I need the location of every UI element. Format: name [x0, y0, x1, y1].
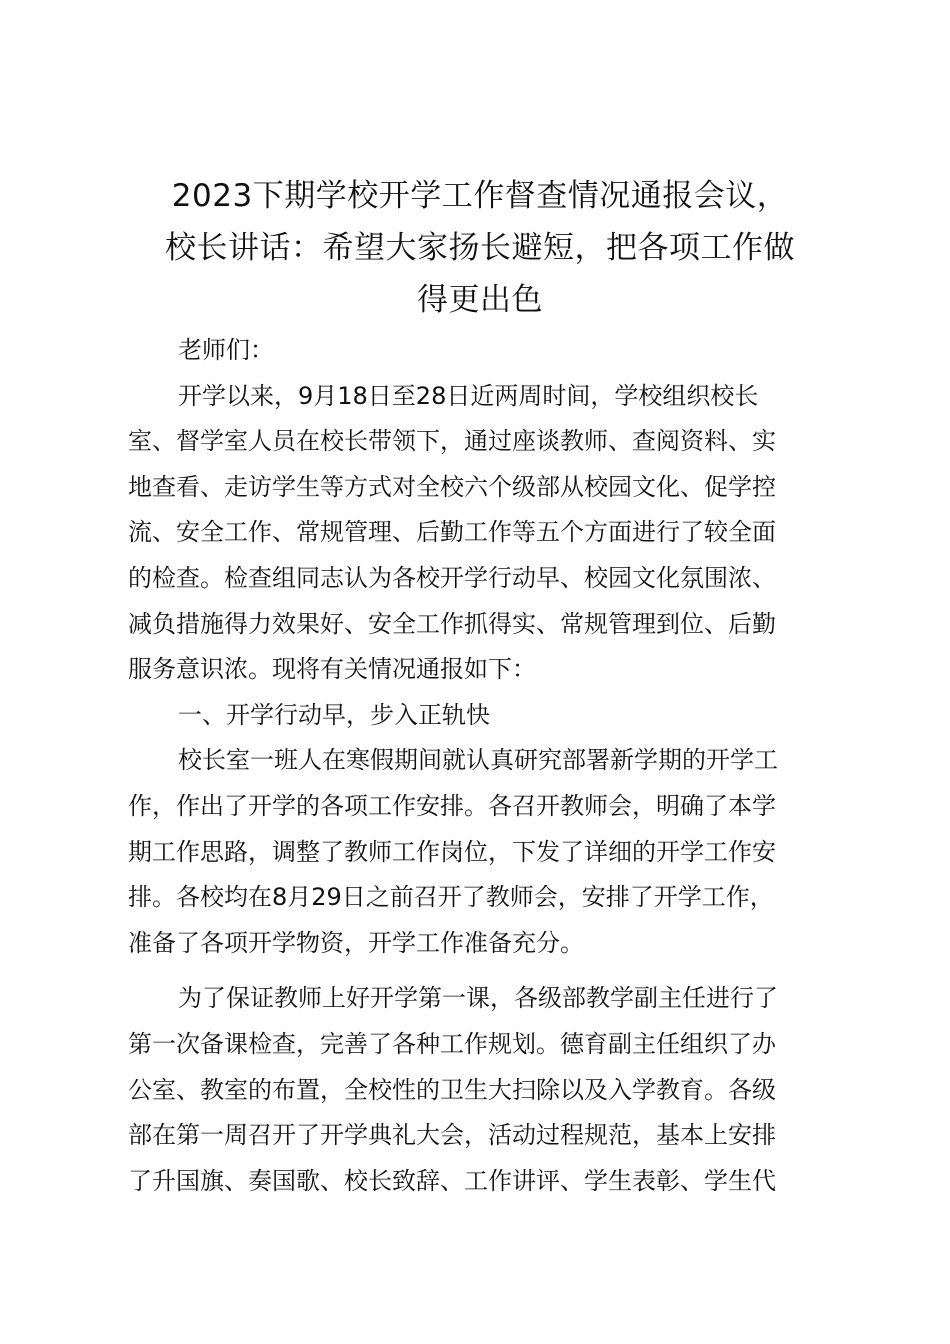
paragraph-line: 服务意识浓。现将有关情况通报如下：: [128, 655, 536, 684]
paragraph-line: 了升国旗、奏国歌、校长致辞、工作讲评、学生表彰、学生代: [128, 1166, 776, 1195]
title-line-1: 2023下期学校开学工作督查情况通报会议，: [171, 178, 789, 214]
paragraph-line: 公室、教室的布置，全校性的卫生大扫除以及入学教育。各级: [128, 1075, 776, 1104]
paragraph-line: 减负措施得力效果好、安全工作抓得实、常规管理到位、后勤: [128, 609, 776, 638]
paragraph-line: 准备了各项开学物资，开学工作准备充分。: [128, 928, 584, 957]
paragraph-line: 排。各校均在8月29日之前召开了教师会，安排了开学工作，: [128, 883, 774, 912]
paragraph-spacer: [128, 966, 848, 976]
paragraph-line: 为了保证教师上好开学第一课，各级部教学副主任进行了: [178, 984, 778, 1013]
document-body: [128, 328, 848, 1204]
document-title: [110, 170, 850, 326]
paragraph-line: 第一次备课检查，完善了各种工作规划。德育副主任组织了办: [128, 1029, 776, 1058]
paragraph-line: 流、安全工作、常规管理、后勤工作等五个方面进行了较全面: [128, 518, 776, 547]
title-line-3: 得更出色: [417, 282, 543, 318]
paragraph-line: 校长室一班人在寒假期间就认真研究部署新学期的开学工: [178, 746, 778, 775]
paragraph-line: 期工作思路，调整了教师工作岗位，下发了详细的开学工作安: [128, 837, 776, 866]
salutation: 老师们：: [178, 336, 274, 364]
paragraph-line: 的检查。检查组同志认为各校开学行动早、校园文化氛围浓、: [128, 563, 776, 592]
paragraph-line: 作，作出了开学的各项工作安排。各召开教师会，明确了本学: [128, 791, 776, 820]
paragraph-line: 开学以来，9月18日至28日近两周时间，学校组织校长: [178, 381, 759, 410]
section-heading: 一、开学行动早，步入正轨快: [178, 700, 490, 729]
paragraph-line: 室、督学室人员在校长带领下，通过座谈教师、查阅资料、实: [128, 427, 776, 456]
title-line-2: 校长讲话：希望大家扬长避短，把各项工作做: [165, 230, 795, 266]
paragraph-line: 部在第一周召开了开学典礼大会，活动过程规范，基本上安排: [128, 1121, 776, 1150]
paragraph-line: 地查看、走访学生等方式对全校六个级部从校园文化、促学控: [128, 472, 776, 501]
